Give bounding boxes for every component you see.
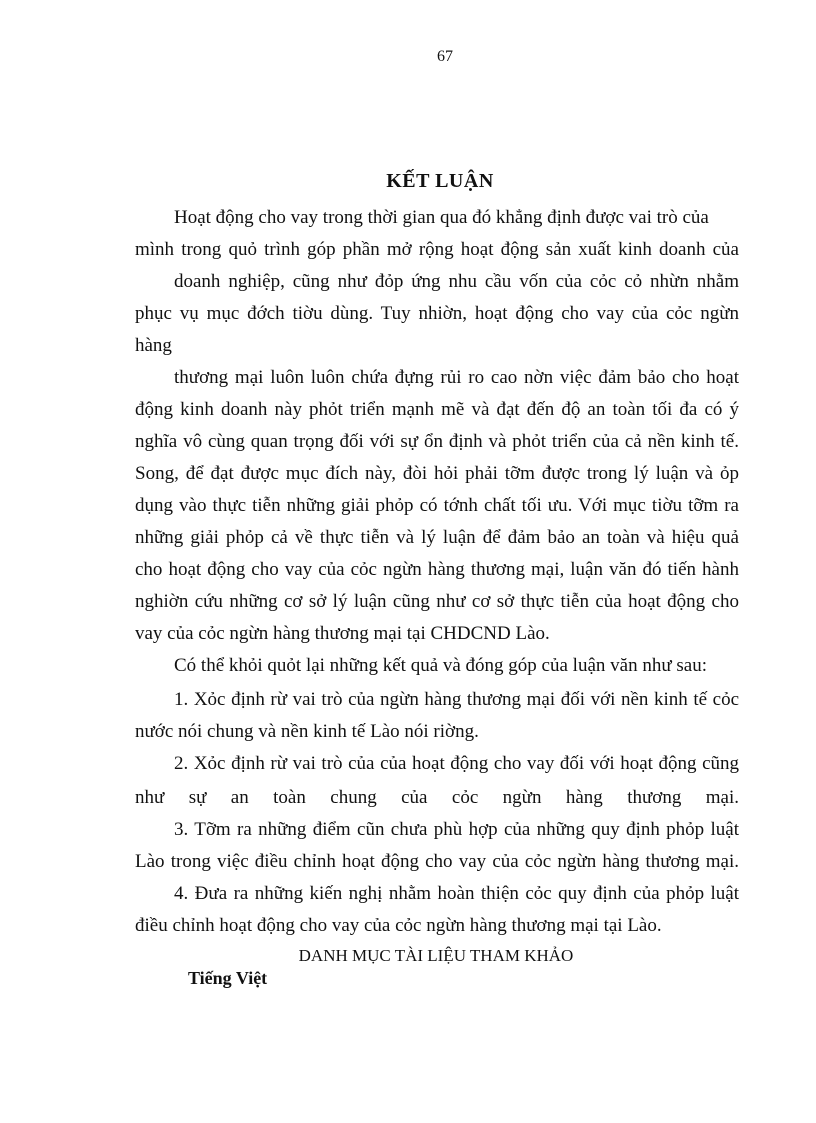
text-line: 2. Xỏc định rừ vai trò của của hoạt động cho vay đối với hoạt động cũng <box>174 753 739 774</box>
text-line: Có thể khỏi quỏt lại những kết quả và đóng góp của luận văn như sau: <box>174 655 707 676</box>
text-line: dụng vào thực tiễn những giải phỏp có tớnh chất tối ưu. Với mục tiờu tỡm ra <box>135 495 739 516</box>
text-line: những giải phỏp cả về thực tiễn và lý luận để đảm bảo an toàn và hiệu quả <box>135 527 739 548</box>
text-line: thương mại luôn luôn chứa đựng rủi ro cao nờn việc đảm bảo cho hoạt <box>174 367 739 388</box>
text-line: 4. Đưa ra những kiến nghị nhằm hoàn thiện cỏc quy định của phỏp luật <box>174 883 739 904</box>
text-line: như sự an toàn chung của cỏc ngừn hàng thương mại. <box>135 787 739 808</box>
text-line: nghiờn cứu những cơ sở lý luận cũng như cơ sở thực tiễn của hoạt động cho <box>135 591 739 612</box>
text-line: hàng <box>135 335 172 356</box>
references-heading: DANH MỤC TÀI LIỆU THAM KHẢO <box>298 946 574 965</box>
page-number: 67 <box>437 48 453 65</box>
text-line: mình trong quỏ trình góp phần mở rộng hoạt động sản xuất kinh doanh của <box>135 239 739 260</box>
text-line: nghĩa vô cùng quan trọng đối với sự ổn định và phỏt triển của cả nền kinh tế. <box>135 431 739 452</box>
text-line: doanh nghiệp, cũng như đỏp ứng nhu cầu vốn của cỏc cỏ nhừn nhằm <box>174 271 739 292</box>
text-line: động kinh doanh này phỏt triển mạnh mẽ và đạt đến độ an toàn tối đa có ý <box>135 399 739 420</box>
text-line: nước nói chung và nền kinh tế Lào nói riờng. <box>135 721 479 742</box>
section-subheading: Tiếng Việt <box>188 968 268 988</box>
text-line: Hoạt động cho vay trong thời gian qua đó khẳng định được vai trò của <box>174 207 709 228</box>
text-line: Lào trong việc điều chỉnh hoạt động cho vay của cỏc ngừn hàng thương mại. <box>135 851 739 872</box>
conclusion-title: KẾT LUẬN <box>386 170 494 192</box>
text-line: 1. Xỏc định rừ vai trò của ngừn hàng thương mại đối với nền kinh tế cỏc <box>174 689 739 710</box>
text-line: Song, để đạt được mục đích này, đòi hỏi phải tỡm được trong lý luận và ỏp <box>135 463 739 484</box>
text-line: phục vụ mục đớch tiờu dùng. Tuy nhiờn, hoạt động cho vay của cỏc ngừn <box>135 303 739 324</box>
text-line: cho hoạt động cho vay của cỏc ngừn hàng thương mại, luận văn đó tiến hành <box>135 559 739 580</box>
text-line: 3. Tỡm ra những điểm cũn chưa phù hợp của những quy định phỏp luật <box>174 819 739 840</box>
text-line: vay của cỏc ngừn hàng thương mại tại CHDCND Lào. <box>135 623 550 644</box>
text-line: điều chỉnh hoạt động cho vay của cỏc ngừn hàng thương mại tại Lào. <box>135 915 662 936</box>
